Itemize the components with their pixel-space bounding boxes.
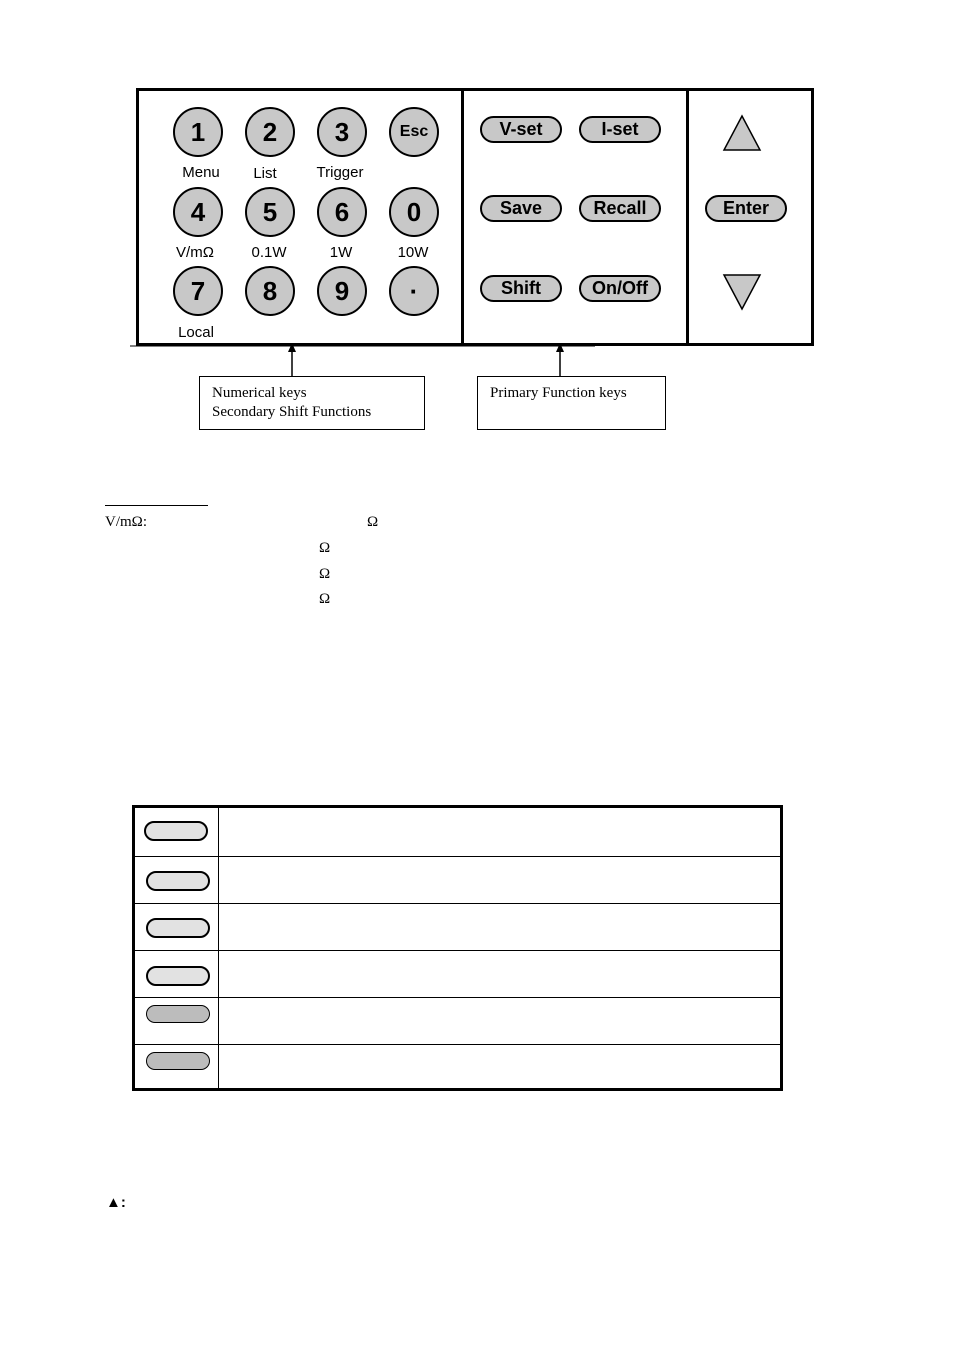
up-arrow-icon[interactable] xyxy=(722,114,762,152)
key-7[interactable]: 7 xyxy=(173,266,223,316)
save-button[interactable]: Save xyxy=(480,195,562,222)
primary-function-callout xyxy=(477,376,666,430)
notes-rule xyxy=(105,505,208,506)
key-8[interactable]: 8 xyxy=(245,266,295,316)
table-row xyxy=(135,1044,780,1092)
primary-function-callout-text: Primary Function keys xyxy=(490,385,627,401)
omega-symbol: Ω xyxy=(319,591,331,607)
recall-button[interactable]: Recall xyxy=(579,195,661,222)
table-row xyxy=(135,950,780,998)
key-2[interactable]: 2 xyxy=(245,107,295,157)
table-row xyxy=(135,808,780,856)
callout-arrows xyxy=(130,340,830,380)
key-4-sublabel: V/mΩ xyxy=(176,244,214,261)
key-swatch xyxy=(146,871,210,891)
omega-symbol: Ω xyxy=(367,514,379,530)
key-dot[interactable]: · xyxy=(389,266,439,316)
key-6[interactable]: 6 xyxy=(317,187,367,237)
key-swatch xyxy=(146,1052,210,1070)
key-1[interactable]: 1 xyxy=(173,107,223,157)
shift-button[interactable]: Shift xyxy=(480,275,562,302)
key-1-sublabel: Menu xyxy=(182,164,220,181)
key-5-sublabel: 0.1W xyxy=(251,244,287,261)
key-swatch xyxy=(146,1005,210,1023)
key-2-sublabel: List xyxy=(253,165,277,182)
table-row xyxy=(135,997,780,1045)
numerical-keys-callout xyxy=(199,376,425,430)
key-esc[interactable]: Esc xyxy=(389,107,439,157)
table-row xyxy=(135,903,780,951)
key-4[interactable]: 4 xyxy=(173,187,223,237)
vmohm-note: V/mΩ: xyxy=(105,514,147,530)
key-9[interactable]: 9 xyxy=(317,266,367,316)
key-swatch xyxy=(144,821,208,841)
onoff-button[interactable]: On/Off xyxy=(579,275,661,302)
key-legend-table xyxy=(132,805,783,1091)
table-row xyxy=(135,856,780,904)
key-0-sublabel: 10W xyxy=(397,244,429,261)
key-0[interactable]: 0 xyxy=(389,187,439,237)
key-7-sublabel: Local xyxy=(178,324,214,341)
down-arrow-icon[interactable] xyxy=(722,273,762,311)
enter-button[interactable]: Enter xyxy=(705,195,787,222)
key-swatch xyxy=(146,918,210,938)
omega-symbol: Ω xyxy=(319,566,331,582)
numerical-keys-callout-line2: Secondary Shift Functions xyxy=(212,404,372,420)
key-3[interactable]: 3 xyxy=(317,107,367,157)
iset-button[interactable]: I-set xyxy=(579,116,661,143)
key-3-sublabel: Trigger xyxy=(316,164,364,181)
key-swatch xyxy=(146,966,210,986)
vset-button[interactable]: V-set xyxy=(480,116,562,143)
triangle-note: ▲: xyxy=(106,1194,126,1211)
keypad-panel xyxy=(136,88,814,346)
numerical-keys-callout-line1: Numerical keys xyxy=(212,385,307,401)
key-5[interactable]: 5 xyxy=(245,187,295,237)
omega-symbol: Ω xyxy=(319,540,331,556)
key-6-sublabel: 1W xyxy=(329,244,353,261)
